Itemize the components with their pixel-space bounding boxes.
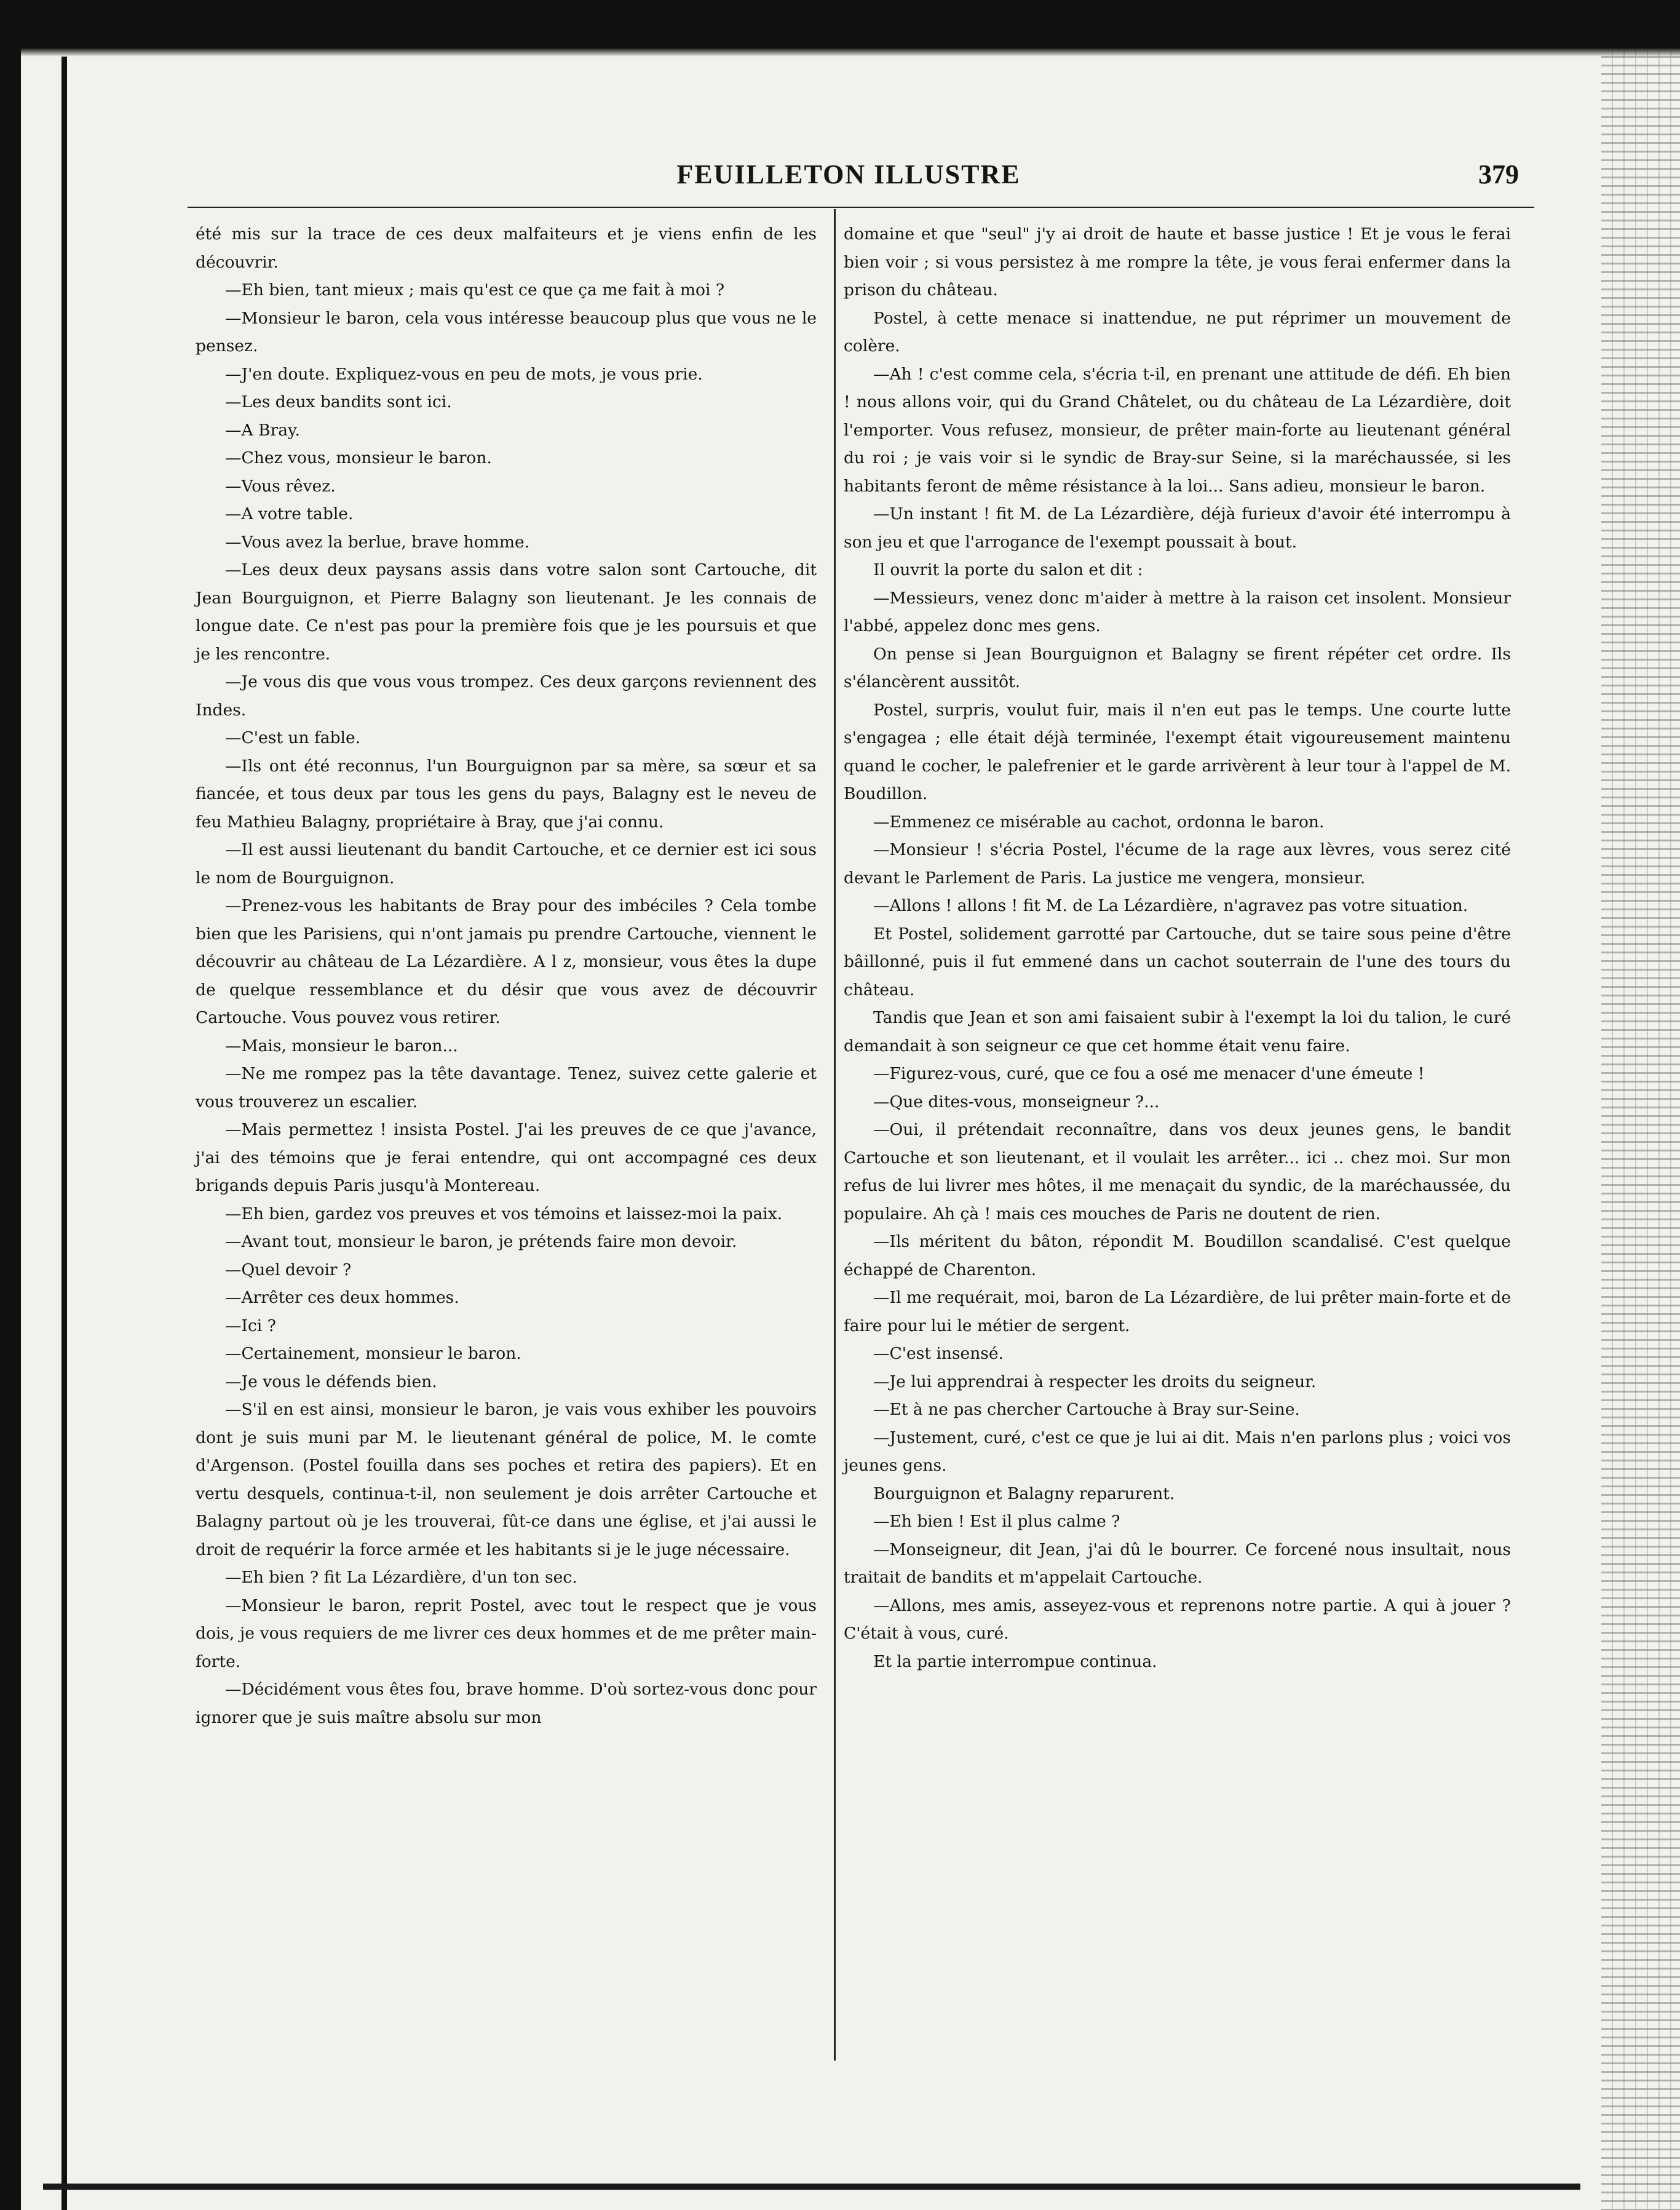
paragraph: —Ne me rompez pas la tête davantage. Tenez, suivez cette galerie et vous trouverez un escalier. (196, 1064, 817, 1111)
paragraph: —Il me requérait, moi, baron de La Lézardière, de lui prêter main-forte et de faire pour lui le métier de sergent. (844, 1288, 1511, 1335)
paragraph: —Je vous le défends bien. (225, 1372, 437, 1391)
paragraph: —Avant tout, monsieur le baron, je prétends faire mon devoir. (225, 1232, 737, 1251)
paragraph: —Je vous dis que vous vous trompez. Ces deux garçons reviennent des Indes. (196, 672, 817, 720)
paragraph: —Ils méritent du bâton, répondit M. Boudillon scandalisé. C'est quelque échappé de Charenton. (844, 1232, 1511, 1279)
page-frame-bottom (43, 2184, 1580, 2190)
paragraph: —Un instant ! fit M. de La Lézardière, déjà furieux d'avoir été interrompu à son jeu et que l'arrogance de l'exempt poussait à bout. (844, 504, 1511, 552)
paragraph: —Vous avez la berlue, brave homme. (225, 532, 530, 552)
paragraph: —Et à ne pas chercher Cartouche à Bray sur-Seine. (873, 1400, 1300, 1419)
paragraph: —A votre table. (225, 504, 354, 523)
scan-border-top (0, 0, 1680, 57)
page-number: 379 (1478, 159, 1519, 189)
paragraph: —A Bray. (225, 420, 300, 440)
column-divider (834, 209, 836, 2061)
running-title: FEUILLETON ILLUSTRE (676, 159, 1021, 189)
paragraph: —Je lui apprendrai à respecter les droits du seigneur. (873, 1372, 1317, 1391)
paragraph: —Il est aussi lieutenant du bandit Cartouche, et ce dernier est ici sous le nom de Bourguignon. (196, 840, 817, 888)
paragraph: —C'est un fable. (225, 728, 361, 747)
paragraph: —Eh bien, gardez vos preuves et vos témoins et laissez-moi la paix. (225, 1204, 783, 1223)
paragraph: —Eh bien ? fit La Lézardière, d'un ton sec. (225, 1568, 577, 1587)
paragraph: Il ouvrit la porte du salon et dit : (873, 560, 1143, 579)
left-column (196, 220, 817, 1731)
paragraph: —Monsieur le baron, reprit Postel, avec tout le respect que je vous dois, je vous requiers de me livrer ces deux hommes et de me prêter main-forte. (196, 1596, 817, 1671)
paragraph: —C'est insensé. (873, 1344, 1004, 1363)
scan-edge-right (1601, 49, 1680, 2210)
paragraph: —Monseigneur, dit Jean, j'ai dû le bourrer. Ce forcené nous insultait, nous traitait de bandits et m'appelait Cartouche. (844, 1540, 1511, 1587)
paragraph: —Ils ont été reconnus, l'un Bourguignon par sa mère, sa sœur et sa fiancée, et tous deux par tous les gens du pays, Balagny est le neveu de feu Mathieu Balagny, propriétaire à Bray, que j'ai connu. (196, 756, 817, 832)
paragraph: —Oui, il prétendait reconnaître, dans vos deux jeunes gens, le bandit Cartouche et son lieutenant, et il voulait les arrêter... ici .. chez moi. Sur mon refus de lui livrer mes hôtes, il me menaçait du syndic, de la maréchaussée, du populaire. Ah çà ! mais ces mouches de Paris ne doutent de rien. (844, 1120, 1511, 1223)
scan-border-left (0, 0, 21, 2210)
paragraph: été mis sur la trace de ces deux malfaiteurs et je viens enfin de les découvrir. (196, 225, 817, 272)
paragraph: —Ah ! c'est comme cela, s'écria t-il, en prenant une attitude de défi. Eh bien ! nous allons voir, qui du Grand Châtelet, ou du château de La Lézardière, doit l'emporter. Vous refusez, monsieur, de prêter main-forte au lieutenant général du roi ; je vais voir si le syndic de Bray-sur Seine, si la maréchaussée, si les habitants feront de même résistance à la loi... Sans adieu, monsieur le baron. (844, 364, 1511, 496)
paragraph: Tandis que Jean et son ami faisaient subir à l'exempt la loi du talion, le curé demandait à son seigneur ce que cet homme était venu faire. (844, 1008, 1511, 1055)
paragraph: —Chez vous, monsieur le baron. (225, 448, 492, 467)
paragraph: —Ici ? (225, 1316, 276, 1335)
running-header (0, 159, 1680, 196)
paragraph: —Quel devoir ? (225, 1260, 352, 1279)
paragraph: Et la partie interrompue continua. (873, 1652, 1157, 1671)
paragraph: —Que dites-vous, monseigneur ?... (873, 1092, 1160, 1111)
paragraph: Bourguignon et Balagny reparurent. (873, 1484, 1175, 1503)
page-frame-left (61, 57, 67, 2210)
paragraph: —Vous rêvez. (225, 476, 336, 496)
paragraph: —J'en doute. Expliquez-vous en peu de mots, je vous prie. (225, 364, 703, 384)
paragraph: —Monsieur le baron, cela vous intéresse beaucoup plus que vous ne le pensez. (196, 308, 817, 356)
paragraph: Postel, à cette menace si inattendue, ne put réprimer un mouvement de colère. (844, 308, 1511, 356)
paragraph: —Emmenez ce misérable au cachot, ordonna le baron. (873, 812, 1325, 832)
paragraph: —Messieurs, venez donc m'aider à mettre à la raison cet insolent. Monsieur l'abbé, appelez donc mes gens. (844, 588, 1511, 635)
paragraph: —S'il en est ainsi, monsieur le baron, je vais vous exhiber les pouvoirs dont je suis muni par M. le lieutenant général de police, M. le comte d'Argenson. (Postel fouilla dans ses poches et retira des papiers). Et en vertu desquels, continua-t-il, non seulement je dois arrêter Cartouche et Balagny partout où je les trouverai, fût-ce dans une église, et j'ai aussi le droit de requérir la force armée et les habitants si je le juge nécessaire. (196, 1400, 817, 1559)
paragraph: —Mais, monsieur le baron... (225, 1036, 458, 1055)
paragraph: —Les deux deux paysans assis dans votre salon sont Cartouche, dit Jean Bourguignon, et Pierre Balagny son lieutenant. Je les connais de longue date. Ce n'est pas pour la première fois que je les poursuis et que je les rencontre. (196, 560, 817, 664)
paragraph: Et Postel, solidement garrotté par Cartouche, dut se taire sous peine d'être bâillonné, puis il fut emmené dans un cachot souterrain de l'une des tours du château. (844, 924, 1511, 1000)
paragraph: —Eh bien, tant mieux ; mais qu'est ce que ça me fait à moi ? (225, 280, 725, 300)
paragraph: —Prenez-vous les habitants de Bray pour des imbéciles ? Cela tombe bien que les Parisiens, qui n'ont jamais pu prendre Cartouche, viennent le découvrir au château de La Lézardière. A l z, monsieur, vous êtes la dupe de quelque ressemblance et du désir que vous avez de découvrir Cartouche. Vous pouvez vous retirer. (196, 896, 817, 1027)
right-column (844, 220, 1511, 1675)
paragraph: —Arrêter ces deux hommes. (225, 1288, 459, 1307)
paragraph: —Monsieur ! s'écria Postel, l'écume de la rage aux lèvres, vous serez cité devant le Parlement de Paris. La justice me vengera, monsieur. (844, 840, 1511, 888)
paragraph: —Mais permettez ! insista Postel. J'ai les preuves de ce que j'avance, j'ai des témoins que je ferai entendre, qui ont accompagné ces deux brigands depuis Paris jusqu'à Montereau. (196, 1120, 817, 1195)
paragraph: —Certainement, monsieur le baron. (225, 1344, 521, 1363)
paragraph: —Décidément vous êtes fou, brave homme. D'où sortez-vous donc pour ignorer que je suis maître absolu sur mon (196, 1680, 817, 1727)
paragraph: —Figurez-vous, curé, que ce fou a osé me menacer d'une émeute ! (873, 1064, 1425, 1083)
paragraph: —Allons, mes amis, asseyez-vous et reprenons notre partie. A qui à jouer ? C'était à vous, curé. (844, 1596, 1511, 1643)
paragraph: —Justement, curé, c'est ce que je lui ai dit. Mais n'en parlons plus ; voici vos jeunes gens. (844, 1428, 1511, 1475)
paragraph: —Les deux bandits sont ici. (225, 392, 452, 411)
header-rule (188, 207, 1534, 208)
paragraph: Postel, surpris, voulut fuir, mais il n'en eut pas le temps. Une courte lutte s'engagea ; elle était déjà terminée, l'exempt était vigoureusement maintenu quand le cocher, le palefrenier et le garde arrivèrent à leur tour à l'appel de M. Boudillon. (844, 700, 1511, 803)
paragraph: —Eh bien ! Est il plus calme ? (873, 1512, 1120, 1531)
paragraph: On pense si Jean Bourguignon et Balagny se firent répéter cet ordre. Ils s'élancèrent aussitôt. (844, 644, 1511, 691)
paragraph: domaine et que "seul" j'y ai droit de haute et basse justice ! Et je vous le ferai bien voir ; si vous persistez à me rompre la tête, je vous ferai enfermer dans la prison du château. (844, 225, 1511, 300)
paragraph: —Allons ! allons ! fit M. de La Lézardière, n'agravez pas votre situation. (873, 896, 1468, 915)
